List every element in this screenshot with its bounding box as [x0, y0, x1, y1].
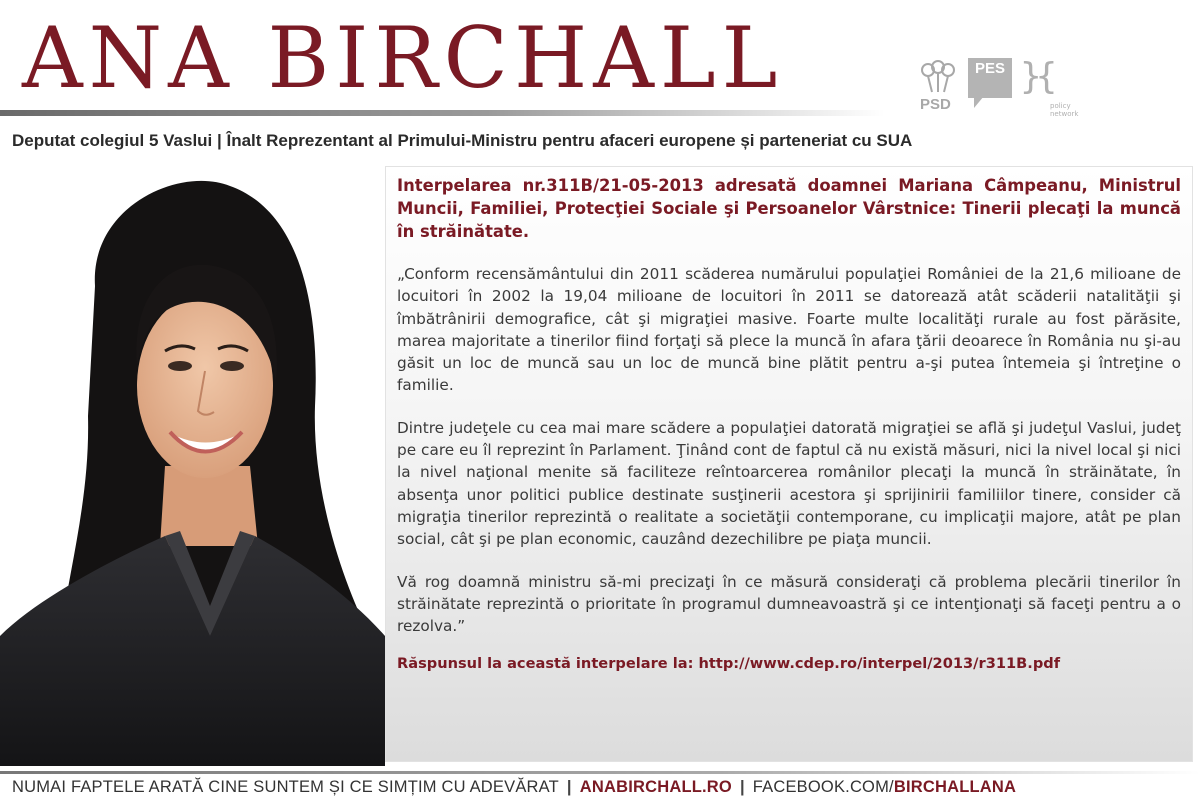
psd-label: PSD [920, 96, 951, 113]
footer-site-link[interactable]: ANABIRCHALL.RO [579, 778, 732, 796]
pes-speech-tail [974, 96, 984, 108]
article-paragraph: Vă rog doamnă ministru să-mi precizaţi în ce măsură consideraţi că problema plecării tinerilor în străinătate reprezintă o prioritate în programul dumneavoastră şi ce intenţionaţi să faceţi pentru a o rezolva.” [397, 572, 1181, 636]
article-paragraph: Dintre judeţele cu cea mai mare scădere a populaţiei datorată migraţiei se află şi judeţul Vaslui, judeţ pe care eu îl reprezint în Parlament. Ţinând cont de faptul că nu există măsuri, nici la nivel local şi nici la nivel naţional menite să faciliteze reîntoarcerea românilor plecaţi la muncă în străinătate, în absenţa unor politici publice destinate susţinerii acestora şi sprijinirii familiilor tinere, consider că migraţia tinerilor reprezintă o realitate a societăţii contemporane, cu implicaţii majore, atât pe plan social, cât şi pe plan economic, cauzând dezechilibre pe piaţa muncii. [397, 418, 1181, 549]
party-logos [910, 58, 1190, 118]
article-heading: Interpelarea nr.311B/21-05-2013 adresată doamnei Mariana Câmpeanu, Ministrul Muncii, Familiei, Protecţiei Sociale şi Persoanelor Vârstnice: Tinerii plecaţi la muncă în străinătate. [397, 176, 1181, 241]
policy-network-label: policy network [1050, 102, 1079, 118]
footer-facebook-handle[interactable]: BIRCHALLANA [893, 778, 1017, 796]
article [397, 174, 1181, 675]
page-title: ANA BIRCHALL [22, 9, 784, 107]
footer-separator: | [566, 778, 572, 796]
page-subtitle: Deputat colegiul 5 Vaslui | Înalt Reprezentant al Primului-Ministru pentru afaceri europene și parteneriat cu SUA [12, 131, 913, 150]
braces-icon: }{ [1020, 56, 1052, 97]
policy-network-logo [1020, 58, 1090, 118]
footer-slogan: NUMAI FAPTELE ARATĂ CINE SUNTEM ȘI CE SIMȚIM CU ADEVĂRAT [12, 778, 559, 796]
portrait-photo [0, 166, 385, 766]
pes-logo [968, 58, 1012, 108]
footer-separator: | [739, 778, 745, 796]
psd-logo [912, 60, 962, 116]
header-divider [0, 110, 885, 116]
footer-facebook-prefix[interactable]: FACEBOOK.COM/ [752, 778, 894, 796]
rose-icon [918, 60, 958, 94]
footer [12, 774, 1016, 800]
article-paragraph: „Conform recensământului din 2011 scăderea numărului populaţiei României de la 21,6 milioane de locuitori în 2002 la 19,04 milioane de locuitori în 2011 se datorează atât scăderii natalităţii şi îmbătrânirii demografice, cât şi migraţiei masive. Foarte multe localităţi rurale au fost părăsite, marea majoritate a tinerilor fiind forţaţi să plece la muncă în afara ţării deoarece în România nu şi-au găsit un loc de muncă sau un loc de muncă bine plătit pentru a-şi putea întemeia şi întreţine o familie. [397, 265, 1181, 395]
reply-link[interactable]: Răspunsul la această interpelare la: http://www.cdep.ro/interpel/2013/r311B.pdf [397, 655, 1061, 673]
pes-label: PES [968, 58, 1012, 98]
